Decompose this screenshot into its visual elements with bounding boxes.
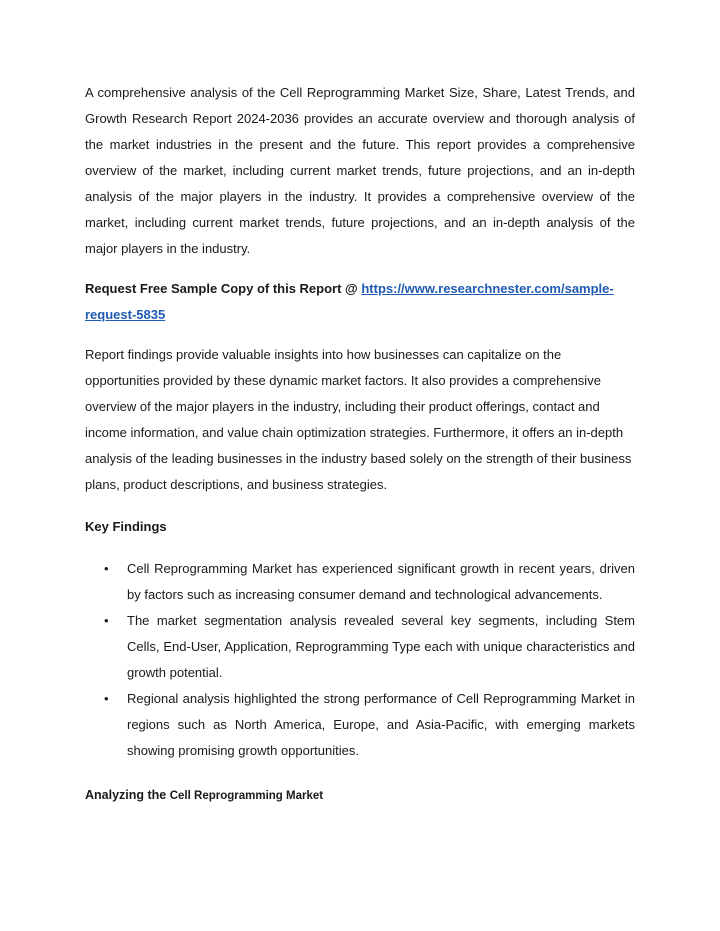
key-findings-list [85,556,635,764]
bullet-icon: • [104,691,109,706]
list-item-text: The market segmentation analysis revealed several key segments, including Stem Cells, End-User, Application, Reprogramming Type each with unique characteristics and growth potential. [127,613,635,680]
list-item [85,556,635,608]
findings-intro-paragraph: Report findings provide valuable insights into how businesses can capitalize on the opportunities provided by these dynamic market factors. It also provides a comprehensive overview of the major players in the industry, including their product offerings, contact and income information, and value chain optimization strategies. Furthermore, it offers an in-depth analysis of the leading businesses in the industry based solely on the strength of their business plans, product descriptions, and business strategies. [85,347,632,492]
list-item [85,686,635,764]
document-page [85,80,635,809]
list-item-text: Regional analysis highlighted the strong performance of Cell Reprogramming Market in regions such as North America, Europe, and Asia-Pacific, with emerging markets showing promising growth opportunities. [127,691,635,758]
bullet-icon: • [104,561,109,576]
key-findings-heading: Key Findings [85,519,167,534]
analyzing-prefix: Analyzing the [85,788,170,802]
sample-request-link[interactable]: https://www.researchnester.com/sample-request-5835 [85,281,614,322]
request-sample-line [85,276,635,328]
list-item-text: Cell Reprogramming Market has experienced significant growth in recent years, driven by factors such as increasing consumer demand and technological advancements. [127,561,635,602]
bullet-icon: • [104,613,109,628]
analyzing-subject: Cell Reprogramming Market [169,790,324,802]
analyzing-heading [85,782,635,809]
list-item [85,608,635,686]
intro-paragraph: A comprehensive analysis of the Cell Reprogramming Market Size, Share, Latest Trends, and Growth Research Report 2024-2036 provides an accurate overview and thorough analysis of the market industries in the present and the future. This report provides a comprehensive overview of the market, including current market trends, future projections, and an in-depth analysis of the major players in the industry. It provides a comprehensive overview of the market, including current market trends, future projections, and an in-depth analysis of the major players in the industry. [85,85,635,256]
request-label: Request Free Sample Copy of this Report @ [85,281,362,296]
